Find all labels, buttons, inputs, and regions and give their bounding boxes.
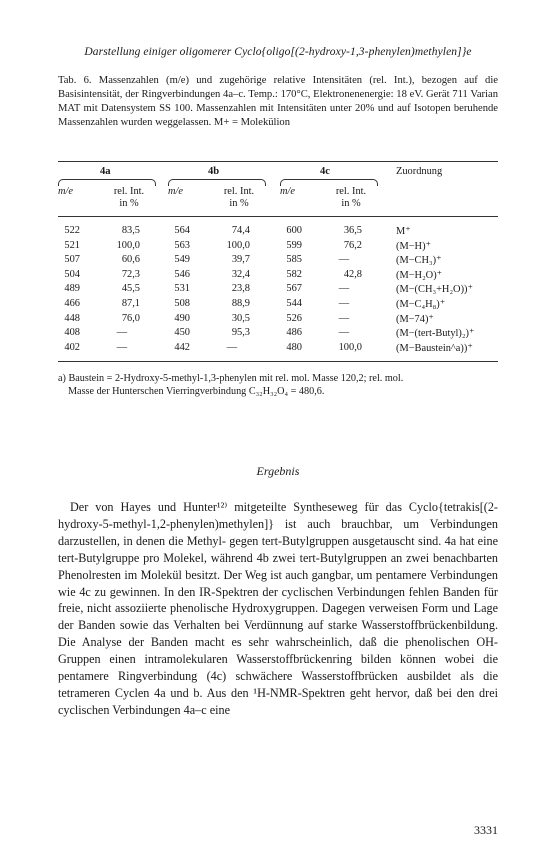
cell-me-4c: 526	[286, 312, 302, 324]
table-header-rule	[58, 216, 498, 217]
cell-assignment: M⁺	[396, 226, 411, 237]
cell-int-4c: —	[338, 298, 350, 309]
cell-me-4a: 466	[64, 298, 80, 309]
cell-int-4b: 74,4	[231, 225, 250, 236]
header-int-4b: rel. Int. in %	[223, 186, 255, 209]
cell-int-4a: 87,1	[121, 298, 140, 309]
page-number: 3331	[474, 823, 498, 837]
header-int-4a: rel. Int. in %	[113, 186, 145, 209]
footnote-line-1: a) Baustein = 2-Hydroxy-5-methyl-1,3-phenylen mit rel. mol. Masse 120,2; rel. mol.	[58, 373, 404, 384]
cell-me-4b: 442	[174, 341, 190, 353]
cell-int-4b: 95,3	[231, 327, 250, 339]
cell-assignment: (M−Baustein^a))⁺	[396, 342, 473, 354]
cell-me-4a: 448	[64, 312, 80, 324]
section-title: Ergebnis	[256, 464, 300, 478]
cell-me-4b: 508	[174, 298, 190, 309]
cell-int-4b: 100,0	[226, 239, 250, 251]
cell-int-4a: 45,5	[121, 283, 140, 295]
cell-me-4a: 522	[64, 225, 80, 236]
cell-int-4c: 76,2	[343, 239, 362, 251]
table-caption: Tab. 6. Massenzahlen (m/e) und zugehörige relative Intensitäten (rel. Int.), bezogen auf die Basisintensität, der Ringverbindungen 4a–c. Temp.: 170°C, Elektronenenergie: 18 eV. Gerät 711 Varian MAT mit Datensystem SS 100. Massenzahlen mit Intensitäten unter 20% und auf Isotopen beruhende Massenzahlen wurden weggelassen. M+ = Molekülion	[58, 75, 498, 128]
body-paragraph: Der von Hayes und Hunter¹²⁾ mitgeteilte Syntheseweg für das Cyclo{tetrakis[(2-hydroxy-5-methyl-1,2-phenylen)methylen]} ist auch brauchbar, um Verbindungen darzustellen, in denen die Methyl- gegen tert-Butylgruppen ausgetauscht sind. 4a hat eine tert-Butylgruppe pro Molekel, während 4b zwei tert-Butylgruppen an zwei benachbarten Phenolresten im Molekül besitzt. Der Weg ist auch gangbar, um pentamere Verbindungen wie 4c zu gewinnen. In den IR-Spektren der cyclischen Verbindungen fehlen Banden für freie, nicht assoziierte phenolische Hydroxygruppen. Dagegen verweisen Form und Lage der Banden sowie das Verhalten bei Verdünnung auf starke Wasserstoffbrückenbildung. Die Analyse der Banden macht es sehr wahrscheinlich, daß die phenolischen OH-Gruppen einen intramolekularen Wasserstoffbrückenring bilden können wobei die pentamere Ringverbindung (4c) schwächere Wasserstoffbrücken ausbildet als die tetrameren Cyclen 4a und b. Aus den ¹H-NMR-Spektren geht hervor, daß bei den drei cyclischen Verbindungen 4a–c eine	[58, 500, 498, 717]
cell-int-4c: —	[338, 312, 350, 324]
cell-me-4c: 480	[286, 341, 302, 353]
footnote-line-2: Masse der Hunterschen Vierringverbindung C₃₂H₃₂O₄ = 480,6.	[68, 386, 325, 397]
group-label-4a: 4a	[100, 166, 111, 177]
cell-assignment: (M−74)⁺	[396, 313, 434, 325]
cell-int-4c: —	[338, 327, 350, 339]
cell-me-4b: 450	[174, 327, 190, 339]
cell-me-4b: 564	[174, 225, 190, 236]
cell-assignment: (M−(CH₃+H₂O))⁺	[396, 284, 473, 296]
cell-me-4a: 504	[64, 268, 80, 280]
cell-int-4a: 60,6	[121, 254, 140, 266]
cell-me-4c: 600	[286, 225, 302, 236]
cell-assignment: (M−C₄H₈)⁺	[396, 299, 446, 310]
cell-int-4c: 36,5	[343, 225, 362, 236]
cell-me-4a: 507	[64, 254, 80, 266]
brace-4a	[58, 179, 156, 186]
header-me-4b: m/e	[168, 186, 184, 197]
cell-me-4b: 546	[174, 268, 190, 280]
cell-me-4b: 549	[174, 254, 190, 266]
cell-assignment: (M−H)⁺	[396, 240, 432, 252]
cell-assignment: (M−H₂O)⁺	[396, 269, 443, 281]
cell-me-4c: 567	[286, 283, 302, 295]
cell-int-4b: —	[226, 341, 238, 353]
cell-assignment: (M−(tert-Butyl)₂)⁺	[396, 328, 475, 340]
running-head: Darstellung einiger oligomerer Cyclo{oligo[(2-hydroxy-1,3-phenylen)methylen]}e	[84, 46, 472, 58]
cell-int-4a: —	[116, 327, 128, 339]
cell-int-4a: 100,0	[116, 239, 140, 251]
cell-int-4a: 76,0	[121, 312, 140, 324]
cell-me-4a: 402	[64, 341, 80, 353]
table-bottom-rule	[58, 361, 498, 362]
cell-me-4b: 563	[174, 239, 190, 251]
cell-assignment: (M−CH₃)⁺	[396, 255, 442, 267]
header-assignment: Zuordnung	[396, 166, 443, 177]
brace-4c	[280, 179, 378, 186]
cell-int-4b: 23,8	[231, 283, 250, 295]
cell-me-4c: 585	[286, 254, 302, 266]
cell-int-4b: 39,7	[231, 254, 250, 266]
cell-me-4c: 599	[286, 239, 302, 251]
cell-int-4c: —	[338, 283, 350, 295]
header-me-4c: m/e	[280, 186, 296, 197]
cell-me-4a: 489	[64, 283, 80, 295]
cell-int-4b: 88,9	[231, 298, 250, 309]
group-label-4b: 4b	[208, 166, 220, 177]
cell-int-4c: 100,0	[338, 341, 362, 353]
header-me-4a: m/e	[58, 186, 74, 197]
table-footnote	[58, 372, 498, 398]
cell-me-4c: 486	[286, 327, 302, 339]
cell-int-4a: 72,3	[121, 268, 140, 280]
cell-int-4a: 83,5	[121, 225, 140, 236]
cell-me-4a: 408	[64, 327, 80, 339]
cell-int-4a: —	[116, 341, 128, 353]
cell-int-4b: 32,4	[231, 268, 250, 280]
table-top-rule	[58, 161, 498, 162]
cell-me-4c: 582	[286, 268, 302, 280]
cell-int-4c: 42,8	[343, 268, 362, 280]
group-label-4c: 4c	[320, 166, 330, 177]
cell-me-4a: 521	[64, 239, 80, 251]
cell-me-4c: 544	[286, 298, 302, 309]
brace-4b	[168, 179, 266, 186]
header-int-4c: rel. Int. in %	[335, 186, 367, 209]
cell-int-4c: —	[338, 254, 350, 266]
cell-me-4b: 531	[174, 283, 190, 295]
cell-me-4b: 490	[174, 312, 190, 324]
cell-int-4b: 30,5	[231, 312, 250, 324]
